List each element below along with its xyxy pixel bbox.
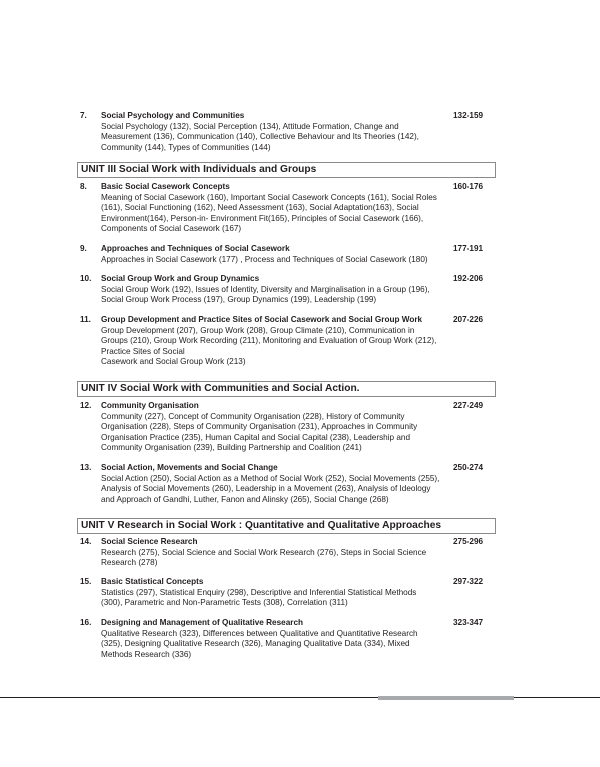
entry-description	[101, 255, 458, 266]
entry-description	[101, 193, 458, 235]
unit-heading-iv: UNIT IV Social Work with Communities and Social Action.	[77, 381, 496, 397]
entry-number: 9.	[80, 244, 87, 253]
entry-title: Social Science Research	[101, 537, 198, 546]
entry-title: Group Development and Practice Sites of Social Casework and Social Group Work	[101, 315, 423, 324]
entry-pages: 207-226	[453, 315, 484, 324]
entry-number: 8.	[80, 182, 87, 191]
entry-title: Designing and Management of Qualitative Research	[101, 618, 304, 627]
entry-number: 15.	[80, 577, 92, 586]
description-line: Research (275), Social Science and Social Work Research (276), Steps in Social Science	[101, 547, 427, 557]
description-line: Organisation Practice (235), Human Capital and Social Capital (238), Leadership and	[101, 432, 411, 442]
description-line: Environment(164), Person-in- Environment Fit(165), Principles of Social Casework (166),	[101, 213, 424, 223]
description-line: and Approach of Gandhi, Luther, Fanon and Alinsky (265), Social Change (268)	[101, 494, 389, 504]
description-line: Group Development (207), Group Work (208), Group Climate (210), Communication in	[101, 325, 415, 335]
description-line: Meaning of Social Casework (160), Important Social Casework Concepts (161), Social Roles	[101, 192, 437, 202]
entry-pages: 192-206	[453, 274, 484, 283]
description-line: Components of Social Casework (167)	[101, 224, 242, 233]
description-line: Social Psychology (132), Social Perception (134), Attitude Formation, Change and	[101, 121, 399, 131]
entry-pages: 132-159	[453, 111, 484, 120]
description-line: Statistics (297), Statistical Enquiry (298), Descriptive and Inferential Statistical Methods	[101, 587, 417, 597]
entry-number: 14.	[80, 537, 92, 546]
entry-number: 16.	[80, 618, 92, 627]
entry-description	[101, 588, 458, 609]
entry-description	[101, 412, 458, 454]
description-line: (161), Social Functioning (162), Need Assessment (163), Social Adaptation(163), Social	[101, 203, 419, 212]
entry-title: Basic Social Casework Concepts	[101, 182, 230, 191]
entry-title: Approaches and Techniques of Social Casework	[101, 244, 290, 253]
entry-number: 13.	[80, 463, 92, 472]
entry-pages: 177-191	[453, 244, 484, 253]
description-line: Measurement (136), Communication (140), Collective Behaviour and Its Theories (142),	[101, 132, 419, 141]
description-line: Community (144), Types of Communities (144)	[101, 142, 271, 152]
entry-title: Basic Statistical Concepts	[101, 577, 204, 586]
unit-heading-v: UNIT V Research in Social Work : Quantitative and Qualitative Approaches	[77, 518, 496, 534]
description-line: Methods Research (336)	[101, 649, 192, 659]
entry-title: Social Action, Movements and Social Change	[101, 463, 278, 472]
description-line: Community Organisation (239), Building Partnership and Coalition (241)	[101, 443, 362, 452]
description-line: Analysis of Social Movements (260), Leadership in a Movement (263), Analysis of Ideology	[101, 484, 431, 493]
description-line: Practice Sites of Social	[101, 346, 185, 356]
description-line: (300), Parametric and Non-Parametric Tests (308), Correlation (311)	[101, 598, 348, 607]
entry-pages: 323-347	[453, 618, 484, 627]
description-line: Social Group Work (192), Issues of Identity, Diversity and Marginalisation in a Group (196),	[101, 284, 430, 294]
entry-number: 7.	[80, 111, 87, 120]
entry-description	[101, 326, 458, 368]
footer-accent-bar	[378, 696, 514, 700]
description-line: Groups (210), Group Work Recording (211), Monitoring and Evaluation of Group Work (212),	[101, 336, 437, 345]
entry-description	[101, 122, 458, 154]
description-line: Community (227), Concept of Community Organisation (228), History of Community	[101, 411, 405, 421]
entry-pages: 160-176	[453, 182, 484, 191]
unit-heading-iii: UNIT III Social Work with Individuals and Groups	[77, 162, 496, 178]
entry-number: 10.	[80, 274, 92, 283]
entry-pages: 297-322	[453, 577, 484, 586]
entry-pages: 275-296	[453, 537, 484, 546]
entry-title: Social Psychology and Communities	[101, 111, 245, 120]
entry-number: 11.	[80, 315, 91, 324]
description-line: Approaches in Social Casework (177) , Process and Techniques of Social Casework (180)	[101, 254, 428, 264]
entry-pages: 227-249	[453, 401, 484, 410]
entry-description	[101, 548, 458, 569]
description-line: (325), Designing Qualitative Research (326), Managing Qualitative Data (334), Mixed	[101, 639, 410, 648]
description-line: Casework and Social Group Work (213)	[101, 357, 246, 366]
entry-description	[101, 474, 458, 506]
description-line: Social Action (250), Social Action as a Method of Social Work (252), Social Movements (255),	[101, 473, 440, 483]
description-line: Organisation (228), Steps of Community Organisation (231), Approaches in Community	[101, 422, 418, 431]
entry-title: Social Group Work and Group Dynamics	[101, 274, 260, 283]
entry-description	[101, 285, 458, 306]
description-line: Social Group Work Process (197), Group Dynamics (199), Leadership (199)	[101, 295, 377, 304]
entry-title: Community Organisation	[101, 401, 199, 410]
entry-number: 12.	[80, 401, 92, 410]
description-line: Research (278)	[101, 558, 158, 567]
entry-description	[101, 629, 458, 661]
entry-pages: 250-274	[453, 463, 484, 472]
description-line: Qualitative Research (323), Differences between Qualitative and Quantitative Research	[101, 628, 418, 638]
